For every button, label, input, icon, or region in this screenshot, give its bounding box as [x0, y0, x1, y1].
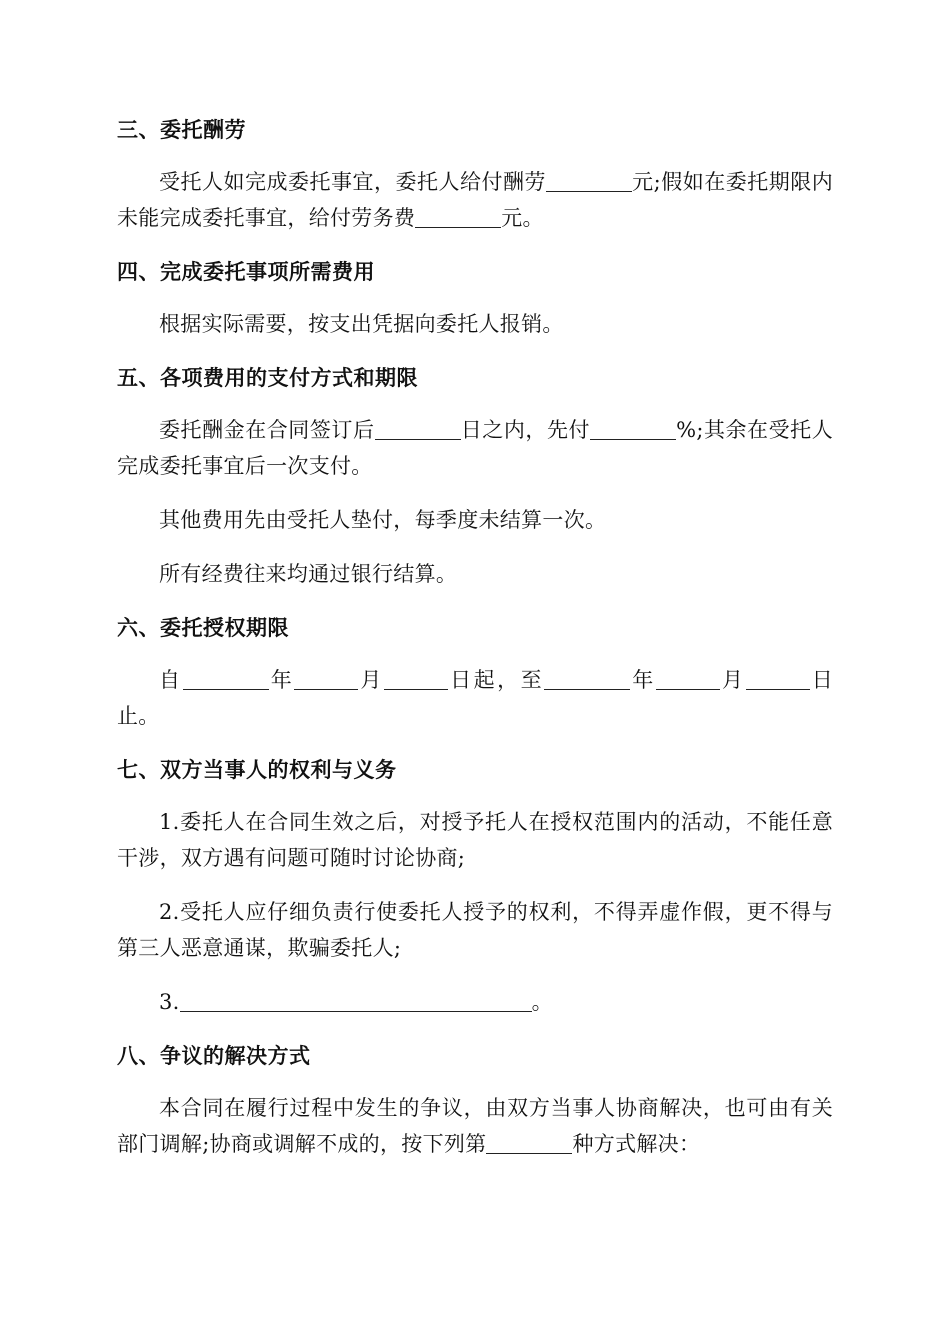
blank-field	[546, 169, 632, 192]
paragraph-expenses: 根据实际需要，按支出凭据向委托人报销。	[159, 312, 564, 336]
text-run: 种方式解决：	[572, 1132, 701, 1156]
section-heading-remuneration: 三、委托酬劳	[117, 118, 246, 142]
blank-field	[415, 205, 501, 228]
text-run: 自	[159, 668, 183, 692]
blank-field	[294, 667, 358, 690]
paragraph-payment-terms	[117, 412, 833, 484]
blank-field	[590, 417, 676, 440]
text-run: %;其余在受托人完成委托事宜后一次支付。	[117, 418, 833, 478]
blank-field	[544, 667, 630, 690]
text-run: 元;假如在委托期限内未能完成委托事宜，给付劳务费	[117, 170, 833, 230]
paragraph-rights-2: 2.受托人应仔细负责行使委托人授予的权利，不得弄虚作假，更不得与第三人恶意通谋，欺骗委托人;	[117, 900, 833, 960]
text-run: 元。	[501, 206, 544, 230]
section-heading-dispute: 八、争议的解决方式	[117, 1044, 311, 1068]
paragraph-remuneration	[117, 164, 833, 236]
text-run: 受托人如完成委托事宜，委托人给付酬劳	[159, 170, 546, 194]
blank-field	[375, 417, 461, 440]
text-run: 月	[719, 668, 746, 692]
blank-field	[183, 667, 269, 690]
blank-field	[384, 667, 448, 690]
text-run: 日之内，先付	[460, 418, 591, 442]
text-run: 本合同在履行过程中发生的争议，由双方当事人协商解决，也可由有关部门调解;协商或调解不成的，按下列第	[117, 1096, 833, 1156]
document-page	[117, 112, 833, 1180]
paragraph-bank: 所有经费往来均通过银行结算。	[159, 562, 458, 586]
text-run: 。	[531, 990, 553, 1014]
text-run: 日起，至	[447, 668, 545, 692]
text-run: 3.	[159, 990, 180, 1014]
text-run: 委托酬金在合同签订后	[159, 418, 375, 442]
paragraph-term	[117, 662, 833, 734]
blank-field	[746, 667, 810, 690]
section-heading-term: 六、委托授权期限	[117, 616, 289, 640]
section-heading-payment: 五、各项费用的支付方式和期限	[117, 366, 418, 390]
blank-field	[486, 1131, 572, 1154]
section-heading-rights: 七、双方当事人的权利与义务	[117, 758, 397, 782]
text-run: 日止。	[117, 668, 833, 728]
paragraph-advance: 其他费用先由受托人垫付，每季度未结算一次。	[159, 508, 607, 532]
paragraph-rights-1: 1.委托人在合同生效之后，对授予托人在授权范围内的活动，不能任意干涉，双方遇有问题可随时讨论协商;	[117, 810, 833, 870]
paragraph-dispute	[117, 1090, 833, 1162]
text-run: 年	[268, 668, 295, 692]
blank-field	[656, 667, 720, 690]
paragraph-rights-3	[117, 984, 833, 1020]
text-run: 月	[358, 668, 384, 692]
blank-field	[180, 989, 532, 1012]
text-run: 年	[630, 668, 656, 692]
section-heading-expenses: 四、完成委托事项所需费用	[117, 260, 375, 284]
